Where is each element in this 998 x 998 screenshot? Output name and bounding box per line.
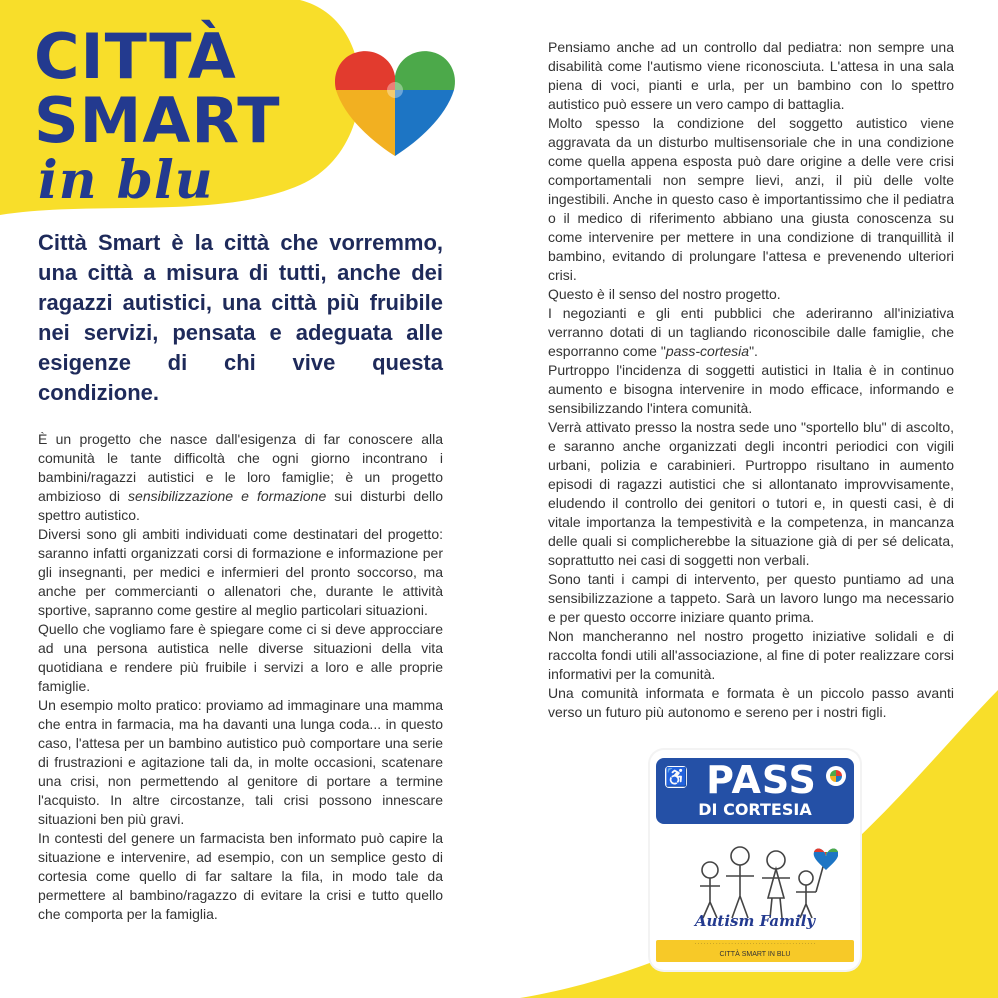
title-citta: CITTÀ (34, 20, 237, 93)
right-paragraph-2: Molto spesso la condizione del soggetto autistico viene aggravata da un disturbo multisensoriale che in una condizione come quella appena esposta può dare origine a delle vere crisi comportamentali non sempre lievi, anzi, il più delle volte ingestibili. Anche in questo caso è importantissimo che il pediatra o il medico di riferimento abbiano una giusta conoscenza su come intervenire per mettere in una condizione di tranquillità il bambino, evitando di prolungare l'attesa e prevenendo ulteriori crisi. (548, 115, 954, 283)
left-paragraph-2: Diversi sono gli ambiti individuati come destinatari del progetto: saranno infatti organizzati corsi di formazione e informazione per gli insegnanti, per medici e infermieri del pronto soccorso, ma anche per commercianti o allenatori che, durante le attività sportive, sapranno come gestire al meglio particolari situazioni. (38, 526, 443, 618)
pass-cortesia-card (650, 750, 860, 970)
emphasis-text: pass-cortesia (665, 343, 750, 359)
right-paragraph-1: Pensiamo anche ad un controllo dal pediatra: non sempre una disabilità come l'autismo viene riconosciuta. L'attesa in una sala piena di voci, pianti e urla, per un bambino con lo spettro autistico può essere un vero campo di battaglia. (548, 39, 954, 112)
emphasis-text: sensibilizzazione e formazione (128, 488, 327, 504)
left-paragraph-3: Quello che vogliamo fare è spiegare come ci si deve approcciare ad una persona autistica nelle diverse situazioni della vita quotidiana e rendere più fruibile i servizi a loro e alle proprie famiglie. (38, 621, 443, 694)
pass-subtitle: DI CORTESIA (698, 800, 812, 819)
right-paragraph-9: Una comunità informata e formata è un piccolo passo avanti verso un futuro più autonomo e sereno per i nostri figli. (548, 685, 954, 720)
puzzle-heart-icon (330, 44, 460, 164)
left-column (38, 430, 443, 924)
left-paragraph-4: Un esempio molto pratico: proviamo ad immaginare una mamma che entra in farmacia, ma ha davanti una lunga coda... in questo caso, l'attesa per un bambino autistico può comportare una serie di frustrazioni e agitazione tali da, in molte occasioni, scatenare una crisi, non permettendo al genitore di portare a termine l'acquisto. In altre circostanze, tali crisi possono innescare situazioni ben più gravi. (38, 697, 443, 827)
right-column (548, 38, 954, 722)
footer-text: CITTÀ SMART IN BLU (719, 951, 791, 958)
left-paragraph-5: In contesti del genere un farmacista ben informato può capire la situazione e intervenire, ad esempio, con un semplice gesto di cortesia come quello di far saltare la fila, in modo tale da permettere al bambino/ragazzo di evitare la crisi e tutto quello che comporta per la famiglia. (38, 830, 443, 922)
pass-card-header (656, 758, 854, 824)
right-paragraph-5: Purtroppo l'incidenza di soggetti autistici in Italia è in continuo aumento e bisogna intervenire in modo efficace, informando e sensibilizzando l'intera comunità. (548, 362, 954, 416)
right-paragraph-8: Non mancheranno nel nostro progetto iniziative solidali e di raccolta fondi utili all'associazione, al fine di poter realizzare corsi informativi per la comunità. (548, 628, 954, 682)
left-paragraph-1: È un progetto che nasce dall'esigenza di far conoscere alla comunità le tante difficoltà che ogni giorno incontrano i bambini/ragazzi autistici e le loro famiglie; è un progetto ambizioso di sensibilizzazione e formazione sui disturbi dello spettro autistico. (38, 431, 443, 523)
title-in-blu: in blu (38, 150, 214, 211)
right-paragraph-7: Sono tanti i campi di intervento, per questo puntiamo ad una sensibilizzazione a tappeto. Sarà un lavoro lungo ma necessario e per questo occorre iniziare quanto prima. (548, 571, 954, 625)
right-paragraph-3: Questo è il senso del nostro progetto. (548, 286, 781, 302)
autism-family-brand: Autism Family (694, 912, 816, 930)
association-logo-icon (826, 766, 846, 786)
title-smart: SMART (34, 84, 281, 157)
pass-title: PASS (706, 758, 817, 802)
pass-card-footer-band (656, 940, 854, 962)
wheelchair-icon: ♿ (665, 767, 688, 787)
right-paragraph-6: Verrà attivato presso la nostra sede uno "sportello blu" di ascolto, e saranno anche organizzati degli incontri periodici con vigili urbani, polizia e carabinieri. Purtroppo risultano in aumento episodi di ragazzi autistici che si allontanato improvvisamente, eludendo il controllo dei genitori o tutori e, in questi casi, è di vitale importanza la tempestività e la competenza, in mancanza delle quali si complicherebbe la situazione già di per sé delicata, soprattutto nei casi di soggetti non verbali. (548, 419, 954, 568)
right-paragraph-4: I negozianti e gli enti pubblici che aderiranno all'iniziativa verranno dotati di un tagliando riconoscibile dalle famiglie, che esporranno come "pass-cortesia". (548, 305, 954, 359)
intro-text: Città Smart è la città che vorremmo, una città a misura di tutti, anche dei ragazzi autistici, una città più fruibile nei servizi, pensata e adeguata alle esigenze di chi vive questa condizione. (38, 230, 443, 405)
footer-small-print: · · · · · · · · · · · · · · · · · · · · · · · · · · · · · · · · · · · · · · · · (694, 941, 816, 947)
